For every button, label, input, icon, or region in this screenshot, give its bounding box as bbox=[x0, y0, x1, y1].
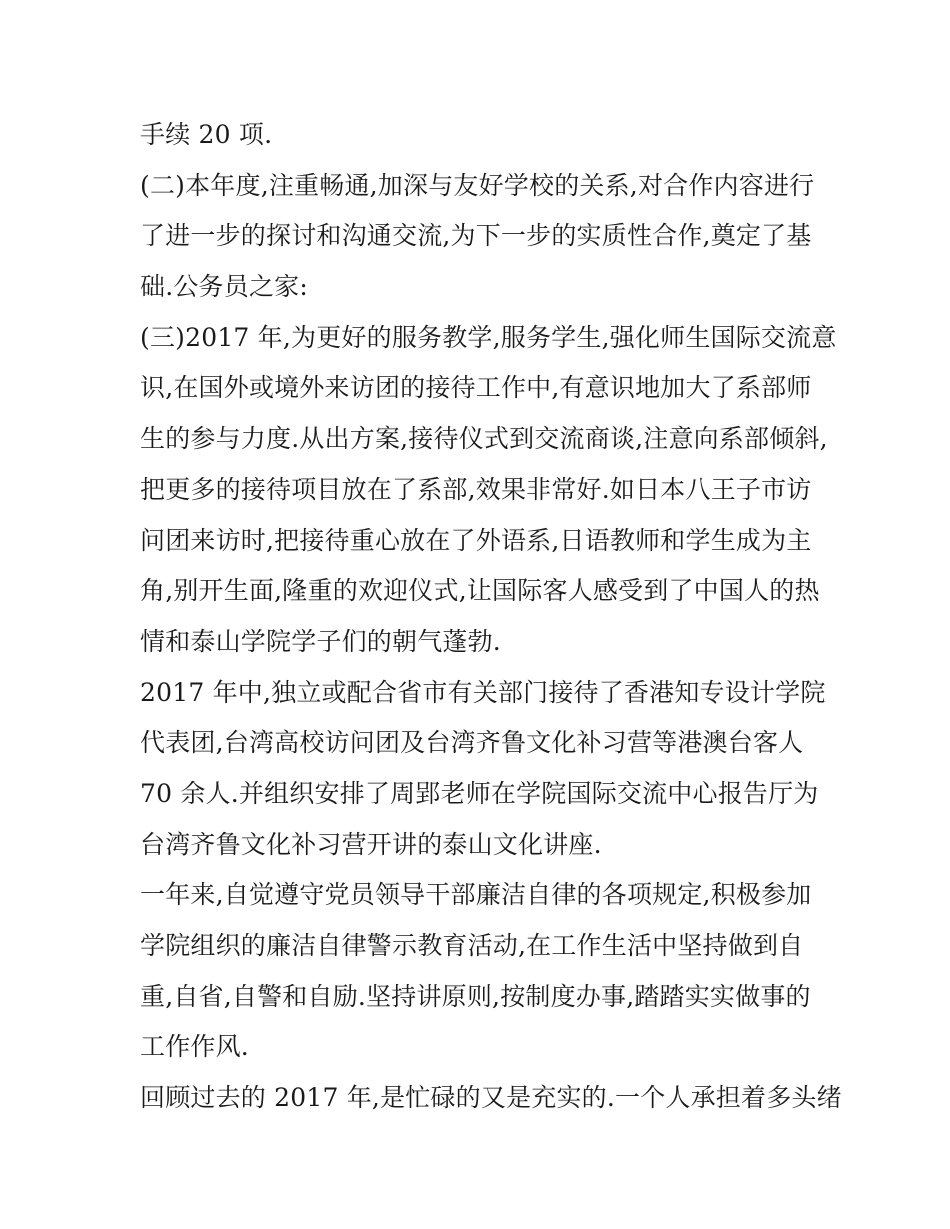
text-line: 角,别开生面,隆重的欢迎仪式,让国际客人感受到了中国人的热 bbox=[140, 576, 820, 606]
text-line: (二)本年度,注重畅通,加深与友好学校的关系,对合作内容进行 bbox=[140, 170, 815, 200]
text-line: 工作作风. bbox=[140, 1032, 249, 1062]
text-line: 手续 20 项. bbox=[140, 120, 273, 149]
text-line: 生的参与力度.从出方案,接待仪式到交流商谈,注意向系部倾斜, bbox=[140, 424, 828, 454]
text-line: 问团来访时,把接待重心放在了外语系,日语教师和学生成为主 bbox=[140, 525, 812, 555]
text-line: (三)2017 年,为更好的服务教学,服务学生,强化师生国际交流意 bbox=[140, 322, 837, 352]
text-line: 一年来,自觉遵守党员领导干部廉洁自律的各项规定,积极参加 bbox=[140, 880, 812, 910]
text-line: 2017 年中,独立或配合省市有关部门接待了香港知专设计学院 bbox=[140, 677, 826, 707]
text-line: 回顾过去的 2017 年,是忙碌的又是充实的.一个人承担着多头绪 bbox=[140, 1083, 842, 1113]
text-line: 学院组织的廉洁自律警示教育活动,在工作生活中坚持做到自 bbox=[140, 931, 804, 960]
document-body bbox=[140, 110, 842, 1124]
text-line: 代表团,台湾高校访问团及台湾齐鲁文化补习营等港澳台客人 bbox=[140, 728, 804, 758]
text-line: 把更多的接待项目放在了系部,效果非常好.如日本八王子市访 bbox=[140, 474, 812, 504]
text-line: 情和泰山学院学子们的朝气蓬勃. bbox=[140, 626, 501, 656]
text-line: 70 余人.并组织安排了周郢老师在学院国际交流中心报告厅为 bbox=[140, 778, 819, 808]
text-line: 重,自省,自警和自励.坚持讲原则,按制度办事,踏踏实实做事的 bbox=[140, 981, 811, 1011]
text-line: 识,在国外或境外来访团的接待工作中,有意识地加大了系部师 bbox=[140, 373, 812, 403]
text-line: 台湾齐鲁文化补习营开讲的泰山文化讲座. bbox=[140, 829, 602, 859]
text-line: 础.公务员之家: bbox=[140, 272, 308, 302]
text-line: 了进一步的探讨和沟通交流,为下一步的实质性合作,奠定了基 bbox=[140, 221, 812, 251]
